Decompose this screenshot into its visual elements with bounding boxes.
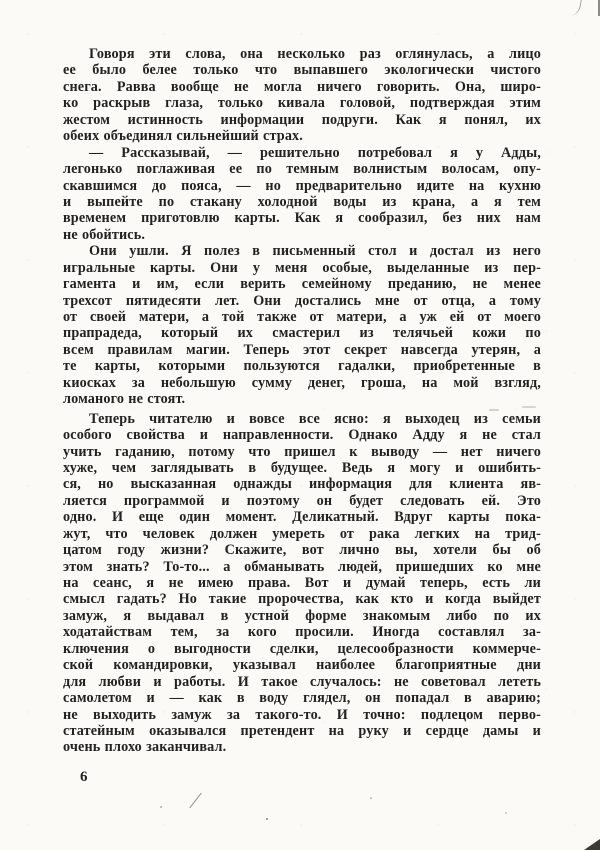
paragraph [63, 411, 541, 756]
text-line: на сеанс, я не имею права. Вот и думай теперь, есть ли [63, 575, 541, 591]
text-line: замуж, я выдавал в устной форме знакомым либо по их [63, 607, 541, 624]
text-line: ся, но высказанная однажды информация для клиента яв- [63, 476, 541, 493]
text-line: жут, что человек должен умереть от рака легких на трид- [63, 525, 541, 542]
text-line: обеих объединял сильнейший страх. [63, 128, 304, 145]
text-line: временем приготовлю карты. Как я сообразил, без них нам [63, 210, 541, 227]
text-line: — Рассказывай, — решительно потребовал я у Адды, [89, 144, 541, 161]
text-line: Теперь читателю и вовсе все ясно: я выходец из семьи [89, 410, 541, 427]
scan-speck [370, 797, 372, 799]
text-line: ключения о выгодности сделки, целесообразности коммерче- [63, 640, 541, 657]
text-line: этом знать? То-то... а обманывать людей, пришедших ко мне [63, 558, 541, 575]
text-line: те карты, которыми пользуются гадалки, приобретенные в [63, 358, 541, 375]
page-number: 6 [80, 769, 88, 785]
text-line: прапрадеда, который их смастерил из телячьей кожи по [63, 325, 541, 342]
text-line: самолетом и — как в воду глядел, он попадал в аварию; [63, 690, 541, 707]
paragraph [63, 243, 541, 407]
text-line: всем правилам магии. Теперь этот секрет навсегда утерян, а [63, 341, 541, 358]
text-line: трехсот пятидесяти лет. Они достались мне от отца, а тому [63, 292, 541, 309]
text-line: ляется программой и поэтому он будет следовать ей. Это [63, 492, 541, 509]
text-line: для любви и работы. И такое случалось: не советовал лететь [63, 673, 541, 690]
scan-scratch-mark [189, 793, 201, 809]
scan-speck [505, 812, 507, 814]
text-line: учить гаданию, потому что пришел к выводу — нет ничего [63, 443, 541, 460]
text-line: скавшимся до пояса, — но предварительно идите на кухню [63, 177, 541, 194]
scan-speck [266, 818, 268, 820]
text-line: смысл гадать? Но такие пророчества, как кто и когда выйдет [63, 591, 541, 608]
text-line: Они ушли. Я полез в письменный стол и достал из него [89, 243, 541, 260]
text-line: жестом истинность информации подруги. Как я понял, их [63, 111, 541, 128]
text-line: игральные карты. Они у меня особые, выделанные из пер- [63, 259, 541, 276]
text-line: цатом году жизни? Скажите, вот лично вы, хотели бы об [63, 542, 541, 559]
page-corner-fold [584, 839, 600, 850]
text-line: статейным оказывался претендент на руку и сердце дамы и [63, 722, 541, 739]
text-line: не обойтись. [63, 226, 146, 243]
text-line: не выходить замуж за такого-то. И точно: подлецом перво- [63, 706, 541, 723]
text-line: хуже, чем заглядывать в будущее. Ведь я могу и ошибить- [63, 459, 541, 476]
text-line: ко раскрыв глаза, только кивала головой, подтверждая этим [63, 95, 541, 112]
text-line: очень плохо заканчивал. [63, 739, 227, 756]
text-line: ходатайствам тем, за кого просили. Иногда составлял за- [63, 624, 541, 641]
page-text [63, 46, 541, 756]
text-line: ее было белее только что выпавшего экологически чистого [63, 62, 541, 79]
text-line: и выпейте по стакану холодной воды из крана, а я тем [63, 193, 541, 210]
text-line: ломаного не стоят. [63, 391, 186, 408]
scan-curl-mark [564, 0, 583, 17]
text-line: киосках за небольшую сумму денег, гроша, на мой взгляд, [63, 374, 541, 391]
text-line: ской командировки, указывал наиболее благоприятные дни [63, 657, 541, 674]
text-line: легонько поглаживая ее по темным волнистым волосам, опу- [63, 161, 541, 178]
text-line: одно. И еще один момент. Деликатный. Вдруг карты пока- [63, 509, 541, 526]
paragraph [63, 145, 541, 244]
paragraph [63, 46, 541, 145]
text-line: от своей матери, а той также от матери, а уж ей от моего [63, 309, 541, 325]
text-line: гамента и им, если верить семейному преданию, не менее [63, 276, 541, 293]
scan-speck [522, 406, 536, 408]
text-line: Говоря эти слова, она несколько раз оглянулась, а лицо [89, 46, 541, 62]
scan-speck [489, 409, 499, 411]
scan-speck [160, 806, 162, 808]
text-line: снега. Равва вообще не могла ничего говорить. Она, широ- [63, 78, 541, 95]
text-line: особого свойства и направленности. Однако Адду я не стал [63, 427, 541, 444]
